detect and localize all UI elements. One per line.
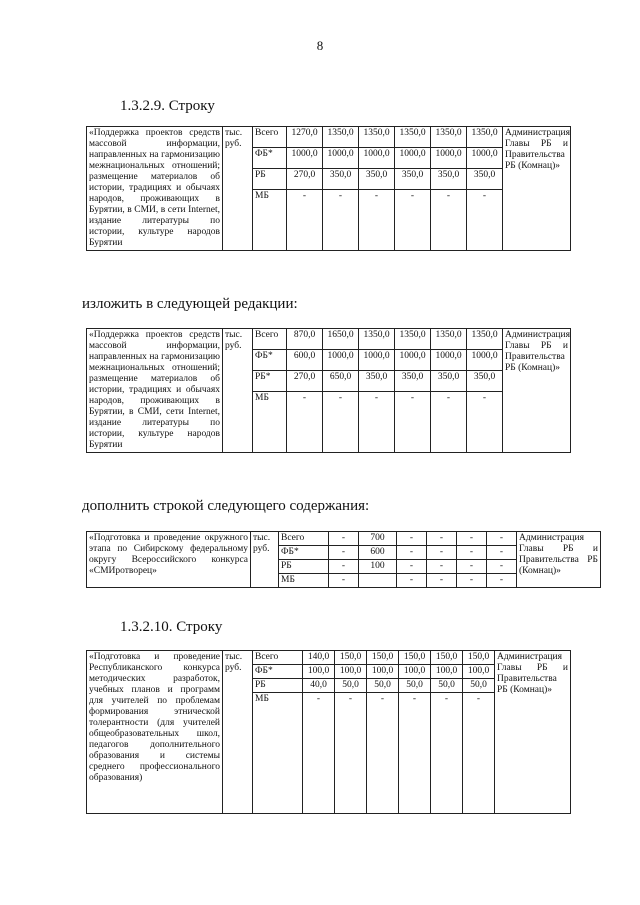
- description-cell: «Подготовка и проведение окружного этапа по Сибирскому федеральному округу Всероссийского конкурса «СМИротворец»: [87, 532, 251, 588]
- value-cell: 140,0: [303, 651, 335, 665]
- category-cell: МБ: [253, 392, 287, 453]
- value-cell: -: [329, 546, 359, 560]
- value-cell: 1350,0: [323, 127, 359, 148]
- category-cell: РБ: [279, 560, 329, 574]
- value-cell: 1650,0: [323, 329, 359, 350]
- value-cell: -: [431, 190, 467, 251]
- category-cell: Всего: [253, 127, 287, 148]
- value-cell: 1000,0: [323, 350, 359, 371]
- value-cell: 100,0: [303, 665, 335, 679]
- value-cell: 1000,0: [467, 350, 503, 371]
- category-cell: МБ: [253, 693, 303, 814]
- value-cell: 1000,0: [287, 148, 323, 169]
- value-cell: 50,0: [431, 679, 463, 693]
- value-cell: -: [463, 693, 495, 814]
- value-cell: 1000,0: [395, 148, 431, 169]
- value-cell: 150,0: [335, 651, 367, 665]
- program-table: [86, 650, 571, 814]
- value-cell: 50,0: [335, 679, 367, 693]
- value-cell: 650,0: [323, 371, 359, 392]
- value-cell: 350,0: [323, 169, 359, 190]
- value-cell: 50,0: [399, 679, 431, 693]
- unit-cell: тыс. руб.: [223, 329, 253, 453]
- value-cell: 1350,0: [431, 329, 467, 350]
- value-cell: -: [335, 693, 367, 814]
- section-heading: 1.3.2.10. Строку: [120, 619, 223, 635]
- page-number: 8: [316, 38, 324, 53]
- description-cell: «Поддержка проектов средств массовой информации, направленных на гармонизацию межнациональных отношений; размещение материалов об истории, традициях и обычаях народов, проживающих в Бурятии, в СМИ, в сети Internet, издание литературы по истории, культуре народов Бурятии: [87, 127, 223, 251]
- unit-cell: тыс. руб.: [223, 127, 253, 251]
- value-cell: 350,0: [467, 169, 503, 190]
- value-cell: 50,0: [367, 679, 399, 693]
- value-cell: 1000,0: [467, 148, 503, 169]
- unit-cell: тыс. руб.: [251, 532, 279, 588]
- value-cell: 600,0: [287, 350, 323, 371]
- description-cell: «Подготовка и проведение Республиканского конкурса методических разработок, учебных планов и программ для учителей по проблемам формирования этнической толерантности (для учителей общеобразовательных школ, педагогов дополнительного образования и системы среднего профессионального образования): [87, 651, 223, 814]
- category-cell: ФБ*: [253, 350, 287, 371]
- value-cell: -: [287, 190, 323, 251]
- category-cell: Всего: [279, 532, 329, 546]
- value-cell: 1350,0: [359, 329, 395, 350]
- value-cell: 350,0: [359, 169, 395, 190]
- value-cell: 1350,0: [359, 127, 395, 148]
- value-cell: -: [397, 560, 427, 574]
- value-cell: -: [427, 560, 457, 574]
- value-cell: 350,0: [395, 371, 431, 392]
- value-cell: 100,0: [431, 665, 463, 679]
- value-cell: -: [457, 560, 487, 574]
- value-cell: -: [303, 693, 335, 814]
- value-cell: -: [399, 693, 431, 814]
- value-cell: -: [367, 693, 399, 814]
- value-cell: -: [427, 546, 457, 560]
- admin-cell: Администрация Главы РБ и Правительства РБ (Комнац)»: [503, 329, 571, 453]
- value-cell: 1270,0: [287, 127, 323, 148]
- value-cell: 1350,0: [467, 127, 503, 148]
- value-cell: 150,0: [463, 651, 495, 665]
- value-cell: 100: [359, 560, 397, 574]
- value-cell: -: [457, 532, 487, 546]
- value-cell: -: [467, 190, 503, 251]
- value-cell: 1000,0: [431, 148, 467, 169]
- value-cell: 270,0: [287, 169, 323, 190]
- value-cell: 870,0: [287, 329, 323, 350]
- admin-cell: Администрация Главы РБ и Правительства РБ (Комнац)»: [517, 532, 601, 588]
- value-cell: 1000,0: [359, 350, 395, 371]
- value-cell: 1000,0: [395, 350, 431, 371]
- value-cell: -: [395, 392, 431, 453]
- value-cell: 700: [359, 532, 397, 546]
- category-cell: МБ: [253, 190, 287, 251]
- paragraph: изложить в следующей редакции:: [82, 296, 298, 312]
- category-cell: Всего: [253, 651, 303, 665]
- value-cell: -: [287, 392, 323, 453]
- value-cell: -: [329, 560, 359, 574]
- section-heading: 1.3.2.9. Строку: [120, 98, 215, 114]
- category-cell: ФБ*: [253, 665, 303, 679]
- value-cell: 600: [359, 546, 397, 560]
- value-cell: -: [487, 532, 517, 546]
- value-cell: [359, 574, 397, 588]
- paragraph: дополнить строкой следующего содержания:: [82, 498, 370, 514]
- program-table: [86, 531, 601, 588]
- value-cell: -: [323, 392, 359, 453]
- value-cell: 100,0: [463, 665, 495, 679]
- program-table: [86, 126, 571, 251]
- value-cell: -: [397, 546, 427, 560]
- value-cell: -: [329, 532, 359, 546]
- value-cell: 40,0: [303, 679, 335, 693]
- category-cell: ФБ*: [279, 546, 329, 560]
- value-cell: 150,0: [431, 651, 463, 665]
- value-cell: 1350,0: [395, 329, 431, 350]
- value-cell: 350,0: [431, 371, 467, 392]
- value-cell: -: [395, 190, 431, 251]
- value-cell: 1350,0: [467, 329, 503, 350]
- value-cell: -: [457, 546, 487, 560]
- value-cell: -: [397, 532, 427, 546]
- value-cell: 150,0: [399, 651, 431, 665]
- unit-cell: тыс. руб.: [223, 651, 253, 814]
- value-cell: -: [487, 574, 517, 588]
- value-cell: 50,0: [463, 679, 495, 693]
- category-cell: РБ: [253, 679, 303, 693]
- value-cell: 1000,0: [359, 148, 395, 169]
- value-cell: -: [359, 190, 395, 251]
- category-cell: РБ: [253, 169, 287, 190]
- value-cell: -: [467, 392, 503, 453]
- value-cell: 100,0: [399, 665, 431, 679]
- value-cell: 350,0: [431, 169, 467, 190]
- value-cell: -: [431, 693, 463, 814]
- value-cell: 100,0: [367, 665, 399, 679]
- value-cell: -: [487, 560, 517, 574]
- value-cell: -: [323, 190, 359, 251]
- program-table: [86, 328, 571, 453]
- admin-cell: Администрация Главы РБ и Правительства РБ (Комнац)»: [495, 651, 571, 814]
- value-cell: 1000,0: [323, 148, 359, 169]
- category-cell: Всего: [253, 329, 287, 350]
- value-cell: -: [427, 574, 457, 588]
- value-cell: 350,0: [467, 371, 503, 392]
- value-cell: -: [359, 392, 395, 453]
- value-cell: -: [329, 574, 359, 588]
- value-cell: 1000,0: [431, 350, 467, 371]
- description-cell: «Поддержка проектов средств массовой информации, направленных на гармонизацию межнациональных отношений; размещение материалов об истории, традициях и обычаях народов, проживающих в Бурятии, в СМИ, сети Internet, издание литературы по истории, культуре народов Бурятии: [87, 329, 223, 453]
- value-cell: 270,0: [287, 371, 323, 392]
- value-cell: -: [487, 546, 517, 560]
- category-cell: МБ: [279, 574, 329, 588]
- admin-cell: Администрация Главы РБ и Правительства РБ (Комнац)»: [503, 127, 571, 251]
- value-cell: 1350,0: [431, 127, 467, 148]
- category-cell: РБ*: [253, 371, 287, 392]
- category-cell: ФБ*: [253, 148, 287, 169]
- value-cell: -: [457, 574, 487, 588]
- value-cell: -: [431, 392, 467, 453]
- value-cell: 350,0: [359, 371, 395, 392]
- value-cell: -: [427, 532, 457, 546]
- value-cell: 100,0: [335, 665, 367, 679]
- value-cell: 1350,0: [395, 127, 431, 148]
- value-cell: 150,0: [367, 651, 399, 665]
- value-cell: 350,0: [395, 169, 431, 190]
- value-cell: -: [397, 574, 427, 588]
